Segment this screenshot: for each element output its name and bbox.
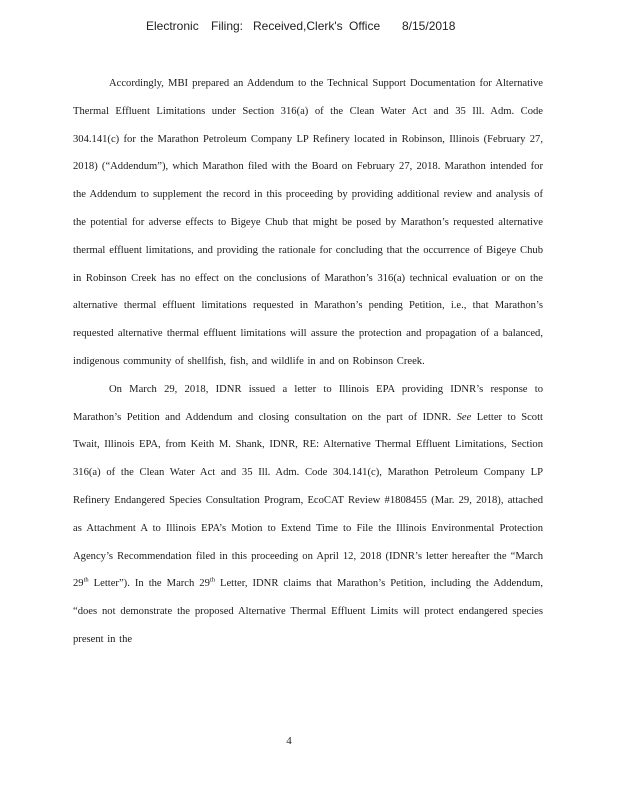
paragraph-idnr-text-1: On March 29, 2018, IDNR issued a letter to Illinois EPA providing IDNR’s response to Marathon’s Petition and Addendum and closing consultation on the part of IDNR. <box>73 383 543 423</box>
paragraph-idnr-letter <box>73 376 543 654</box>
header-filing: Filing: <box>211 19 244 33</box>
see-signal: See <box>456 411 472 423</box>
ordinal-suffix: th <box>83 576 89 584</box>
filing-stamp-header <box>0 19 618 39</box>
paragraph-idnr-text-4: Letter, IDNR claims that Marathon’s Petition, including the Addendum, “does not demonstrate the proposed Alternative Thermal Effluent Limits will protect endangered species present in the <box>73 578 543 645</box>
page-number: 4 <box>286 735 292 747</box>
header-received-clerks: Received,Clerk's <box>253 19 343 33</box>
document-body <box>73 70 543 654</box>
paragraph-addendum <box>73 70 543 376</box>
paragraph-addendum-text: Accordingly, MBI prepared an Addendum to the Technical Support Documentation for Alternative Thermal Effluent Limitations under Section 316(a) of the Clean Water Act and 35 Ill. Adm. Code 304.141(c) for the Marathon Petroleum Company LP Refinery located in Robinson, Illinois (February 27, 2018) (“Addendum”), which Marathon filed with the Board on February 27, 2018. Marathon intended for the Addendum to supplement the record in this proceeding by providing additional review and analysis of the potential for adverse effects to Bigeye Chub that might be posed by Marathon’s requested alternative thermal effluent limitations, and providing the rationale for concluding that the occurrence of Bigeye Chub in Robinson Creek has no effect on the conclusions of Marathon’s 316(a) technical evaluation or on the alternative thermal effluent limitations requested in Marathon’s pending Petition, i.e., that Marathon’s requested alternative thermal effluent limitations will assure the protection and propagation of a balanced, indigenous community of shellfish, fish, and wildlife in and on Robinson Creek. <box>73 78 543 367</box>
header-date: 8/15/2018 <box>402 19 456 33</box>
paragraph-idnr-text-2: Letter to Scott Twait, Illinois EPA, from Keith M. Shank, IDNR, RE: Alternative Thermal Effluent Limitations, Section 316(a) of the Clean Water Act and 35 Ill. Adm. Code 304.141(c), Marathon Petroleum Company LP Refinery Endangered Species Consultation Program, EcoCAT Review #1808455 (Mar. 29, 2018), attached as Attachment A to Illinois EPA’s Motion to Extend Time to File the Illinois Environmental Protection Agency’s Recommendation filed in this proceeding on April 12, 2018 (IDNR’s letter hereafter the “March 29 <box>73 411 543 590</box>
paragraph-idnr-text-3: Letter”). In the March 29 <box>88 578 210 590</box>
header-electronic: Electronic <box>146 19 199 33</box>
ordinal-suffix: th <box>209 576 215 584</box>
header-office: Office <box>349 19 381 33</box>
